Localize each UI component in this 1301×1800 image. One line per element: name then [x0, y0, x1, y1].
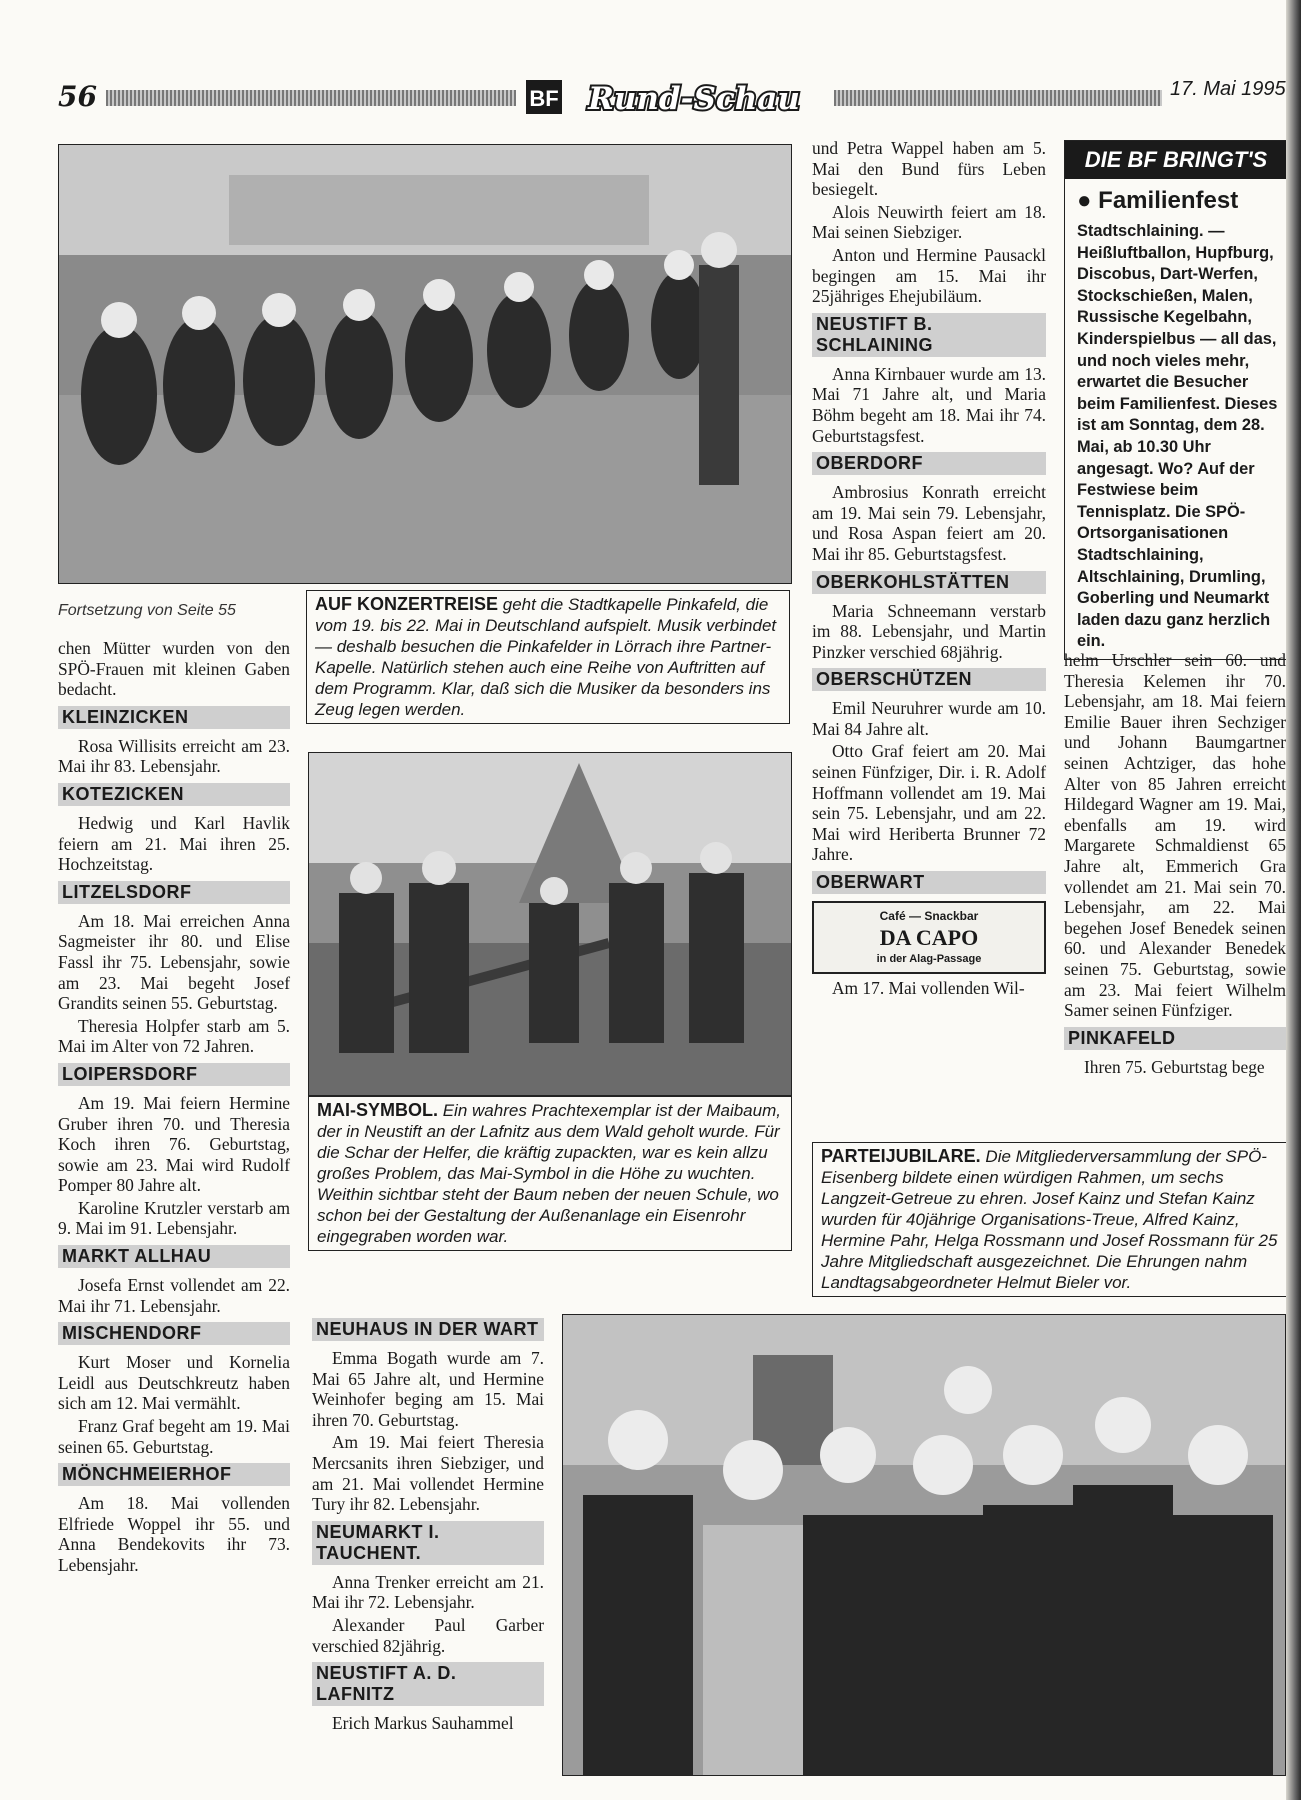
section-heading: NEUHAUS IN DER WART: [312, 1318, 544, 1341]
logo-mark: BF: [529, 86, 559, 111]
section-paragraph: Ihren 75. Geburtstag bege: [1084, 1056, 1265, 1077]
section-heading: OBERWART: [812, 871, 1046, 894]
concert-caption: [306, 590, 790, 724]
section-paragraph: Theresia Holpfer starb am 5. Mai im Alter von 72 Jahren.: [58, 1015, 290, 1057]
far-right-column: [1064, 650, 1286, 1079]
section-paragraph: Emma Bogath wurde am 7. Mai 65 Jahre alt, und Hermine Weinhofer beging am 15. Mai ihren 70. Geburtstag.: [312, 1348, 544, 1430]
section-heading: MISCHENDORF: [58, 1322, 290, 1345]
concert-photo-illustration: [59, 145, 791, 583]
concert-caption-text: geht die Stadtkapelle Pinkafeld, die vom 19. bis 22. Mai in Deutschland aufspielt. Musik verbindet — deshalb besuchen die Pinkafelder in Lörrach ihre Partner-Kapelle. Natürlich stehen auch eine Reihe von Auftritten auf dem Programm. Klar, daß sich die Musiker da besonders ins Zeug legen werden.: [315, 595, 777, 719]
maypole-caption-text: Ein wahres Prachtexemplar ist der Maibaum, der in Neustift an der Lafnitz aus dem Wald geholt wurde. Für die Schar der Helfer, die kräftig zupackten, war es kein allzu großes Problem, das Mai-Symbol in die Höhe zu wuchten. Weithin sichtbar steht der Baum neben der neuen Schule, wo schon bei der Gestaltung der Außenanlage ein Eisenrohr eingegraben worden war.: [317, 1101, 781, 1246]
section-heading: KLEINZICKEN: [58, 706, 290, 729]
page-number: 56: [58, 80, 97, 113]
left-intro: chen Mütter wurden von den SPÖ-Frauen mit kleinen Gaben bedacht.: [58, 638, 290, 700]
box-title: [1077, 187, 1287, 215]
section-paragraph: Am 19. Mai feiern Hermine Gruber ihren 70. und Theresia Koch ihren 76. Geburtstag, sowie am 23. Mai wird Rudolf Pomper 80 Jahre alt.: [58, 1092, 290, 1196]
section-paragraph: Otto Graf feiert am 20. Mai seinen Fünfziger, Dir. i. R. Adolf Hoffmann vollendet am 19. Mai sein 75. Lebensjahr, und am 22. Mai wird Heriberta Brunner 72 Jahre.: [812, 741, 1046, 865]
maypole-photo: [308, 752, 792, 1096]
section-paragraph: Am 19. Mai feiert Theresia Mercsanits ihren Siebziger, und am 21. Mai vollendet Hermine Tury ihr 82. Lebensjahr.: [312, 1432, 544, 1515]
section-heading: PINKAFELD: [1064, 1027, 1286, 1050]
box-text: Stadtschlaining. — Heißluftballon, Hupfburg, Discobus, Dart-Werfen, Stockschießen, Malen, Russische Kegelbahn, Kinderspielbus — all das, und noch vieles mehr, erwartet die Besucher beim Familienfest. Dieses ist am Sonntag, dem 28. Mai, ab 10.30 Uhr angesagt. Wo? Auf der Festwiese beim Tennisplatz. Die SPÖ-Ortsorganisationen Stadtschlaining, Altschlaining, Drumling, Goberling und Neumarkt laden dazu ganz herzlich ein.: [1077, 222, 1278, 651]
masthead-rule-right: [834, 90, 1162, 106]
jubilee-caption-lead: PARTEIJUBILARE.: [821, 1146, 981, 1166]
right-intro: Anton und Hermine Pausackl begingen am 15. Mai ihr 25jähriges Ehejubiläum.: [812, 244, 1046, 307]
maypole-caption: [308, 1096, 792, 1251]
maypole-photo-illustration: [309, 753, 791, 1095]
concert-photo: [58, 144, 792, 584]
jubilee-caption: [812, 1142, 1300, 1297]
bullet-icon: ●: [1077, 187, 1092, 214]
section-paragraph: Josefa Ernst vollendet am 22. Mai ihr 71. Lebensjahr.: [58, 1275, 290, 1316]
section-heading: NEUMARKT I. TAUCHENT.: [312, 1521, 544, 1565]
jubilee-photo: [562, 1314, 1286, 1776]
section-paragraph: Karoline Krutzler verstarb am 9. Mai im 91. Lebensjahr.: [58, 1197, 290, 1239]
section-paragraph: Maria Schneemann verstarb im 88. Lebensjahr, und Martin Pinzker verschied 68jährig.: [812, 600, 1046, 662]
right-intro: Alois Neuwirth feiert am 18. Mai seinen Siebziger.: [812, 201, 1046, 243]
jubilee-caption-text: Die Mitgliederversammlung der SPÖ-Eisenberg bildete einen würdigen Rahmen, um sechs Langzeit-Getreue zu ehren. Josef Kainz und Stefan Kainz wurden für 40jährige Organisations-Treue, Alfred Kainz, Hermine Pahr, Helga Rossmann und Josef Rossmann für 25 Jahre Mitgliedschaft ausgezeichnet. Die Ehrungen nahm Landtagsabgeordneter Helmut Bieler vor.: [821, 1147, 1278, 1292]
maypole-caption-lead: MAI-SYMBOL.: [317, 1100, 438, 1120]
bf-banner: DIE BF BRINGT'S: [1065, 141, 1287, 179]
section-paragraph: Franz Graf begeht am 19. Mai seinen 65. Geburtstag.: [58, 1416, 290, 1457]
section-heading: LITZELSDORF: [58, 881, 290, 904]
right-column: [812, 138, 1046, 1001]
masthead-rule-left: [106, 90, 516, 106]
section-paragraph: Anna Trenker erreicht am 21. Mai ihr 72. Lebensjahr.: [312, 1571, 544, 1613]
section-paragraph: Am 18. Mai vollenden Elfriede Woppel ihr 55. und Anna Bendekovits ihr 73. Lebensjahr.: [58, 1493, 290, 1575]
ad-line-2: DA CAPO: [879, 924, 979, 950]
right-intro: und Petra Wappel haben am 5. Mai den Bund fürs Leben besiegelt.: [812, 138, 1046, 200]
section-heading: NEUSTIFT A. D. LAFNITZ: [312, 1662, 544, 1706]
bf-info-box: [1064, 140, 1288, 660]
section-paragraph: Erich Markus Sauhammel: [332, 1713, 514, 1734]
section-paragraph: Am 17. Mai vollenden Wil-: [832, 978, 1025, 999]
continued-note: Fortsetzung von Seite 55: [58, 602, 236, 619]
continuation-paragraph: helm Urschler sein 60. und Theresia Kelemen ihr 70. Lebensjahr, am 18. Mai feiern Emilie Bauer ihren Sechziger und Johann Baumgartner seinen Achtziger, das hohe Alter von 85 Jahren erreicht Hildegard Wagner am 19. Mai, ebenfalls am 19. wird Margarete Schmaldienst 65 Jahre alt, Emmerich Gra vollendet am 21. Mai sein 70. Lebensjahr, am 22. Mai begehen Josef Benedek seinen 60. und Alexander Benedek seinen 75. Geburtstag, sowie am 23. Mai feiert Wilhelm Samer seinen Fünfziger.: [1064, 650, 1286, 1021]
section-paragraph: Anna Kirnbauer wurde am 13. Mai 71 Jahre alt, und Maria Böhm begeht am 18. Mai ihr 74. Geburtstagsfest.: [812, 363, 1046, 446]
section-paragraph: Hedwig und Karl Havlik feiern am 21. Mai ihren 25. Hochzeitstag.: [58, 812, 290, 875]
ad-line-1: Café — Snackbar: [879, 909, 979, 924]
section-paragraph: Rosa Willisits erreicht am 23. Mai ihr 83. Lebensjahr.: [58, 735, 290, 777]
section-paragraph: Kurt Moser und Kornelia Leidl aus Deutschkreutz haben sich am 12. Mai vermählt.: [58, 1352, 290, 1414]
section-heading: OBERDORF: [812, 452, 1046, 475]
section-paragraph: Ambrosius Konrath erreicht am 19. Mai sein 79. Lebensjahr, und Rosa Aspan feiert am 20. Mai ihr 85. Geburtstagsfest.: [812, 482, 1046, 564]
section-heading: OBERSCHÜTZEN: [812, 668, 1046, 691]
concert-caption-lead: AUF KONZERTREISE: [315, 594, 499, 614]
section-heading: NEUSTIFT B. SCHLAINING: [812, 313, 1046, 357]
section-paragraph: Alexander Paul Garber verschied 82jährig.: [312, 1614, 544, 1656]
center-column: [312, 1312, 544, 1736]
left-column: [58, 602, 290, 1578]
jubilee-photo-illustration: [563, 1315, 1285, 1775]
section-paragraph: Emil Neuruhrer wurde am 10. Mai 84 Jahre alt.: [812, 698, 1046, 739]
ad-line-3: in der Alag-Passage: [876, 952, 982, 965]
section-logo: [524, 74, 826, 120]
section-heading: MÖNCHMEIERHOF: [58, 1463, 290, 1486]
section-heading: KOTEZICKEN: [58, 783, 290, 806]
section-title: Rund-Schau: [588, 81, 800, 117]
section-heading: OBERKOHLSTÄTTEN: [812, 571, 1046, 594]
issue-date: 17. Mai 1995: [1170, 78, 1286, 100]
scan-edge-shadow: [1286, 0, 1301, 1800]
box-title-text: Familienfest: [1098, 187, 1239, 214]
section-heading: LOIPERSDORF: [58, 1063, 290, 1086]
section-heading: MARKT ALLHAU: [58, 1245, 290, 1268]
cafe-advertisement: [812, 901, 1046, 974]
section-paragraph: Am 18. Mai erreichen Anna Sagmeister ihr 80. und Elise Fassl ihr 75. Lebensjahr, sowie am 23. Mai begeht Josef Grandits seinen 55. Geburtstag.: [58, 910, 290, 1014]
